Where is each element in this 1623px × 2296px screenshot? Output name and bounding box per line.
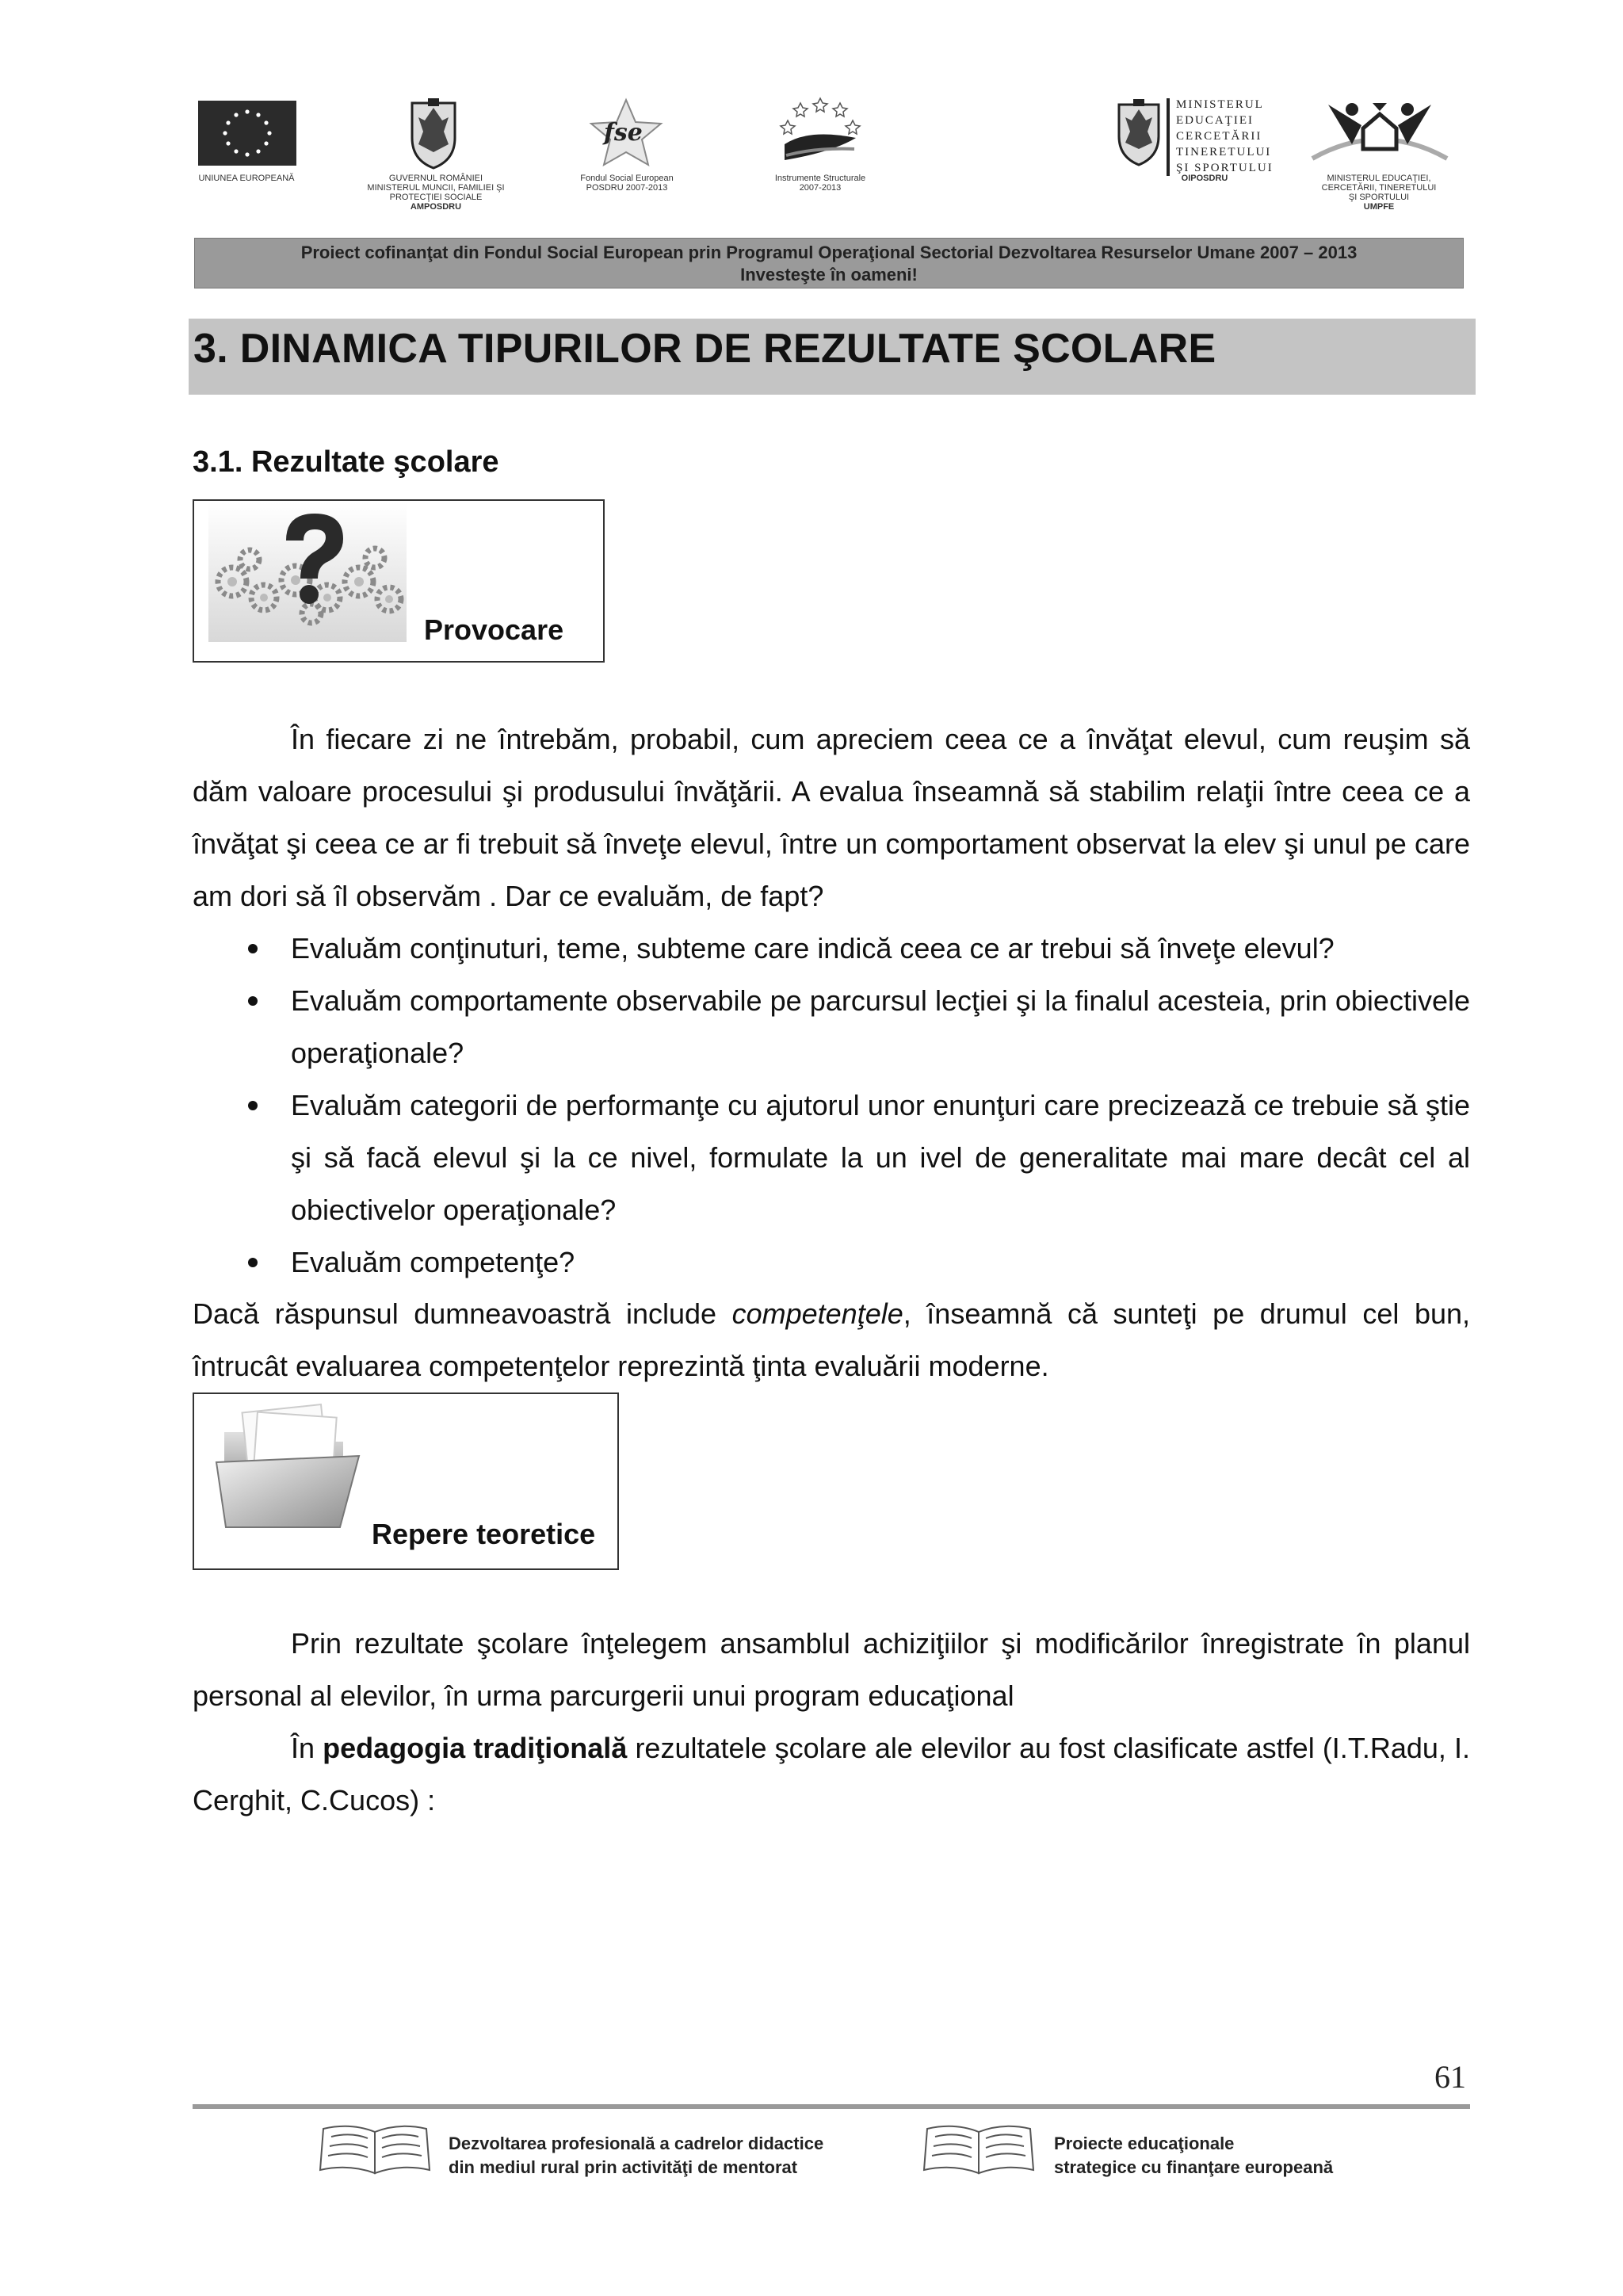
bullet-text: Evaluăm comportamente observabile pe parcursul lecţiei şi la finalul acesteia, prin obiectivele operaţionale?	[291, 984, 1470, 1069]
footer-left-line-2: din mediul rural prin activităţi de mentorat	[449, 2157, 798, 2177]
traditional-pedagogy-paragraph	[193, 1722, 1470, 1827]
list-item	[193, 975, 1470, 1079]
umpfe-logo-icon	[1304, 97, 1455, 165]
question-bullet-list	[193, 923, 1470, 1289]
p4-bold-term: pedagogia tradiţională	[323, 1732, 628, 1764]
bullet-icon	[248, 1258, 258, 1267]
romania-crest-icon	[407, 97, 460, 170]
definition-paragraph: Prin rezultate şcolare înţelegem ansamblul achiziţiilor şi modificărilor înregistrate în planul personal al elevilor, în urma parcurgerii unui program educaţional	[193, 1627, 1470, 1712]
question-gears-icon	[208, 502, 407, 642]
banner-line-1: Proiect cofinanţat din Fondul Social European prin Programul Operaţional Sectorial Dezvoltarea Resurselor Umane 2007 – 2013	[300, 243, 1358, 262]
ministry-crest-icon	[1116, 98, 1162, 166]
ministry-line-3: CERCETĂRII	[1176, 130, 1262, 143]
footer-left-line-1: Dezvoltarea profesională a cadrelor didactice	[449, 2134, 824, 2153]
p2-text-after: , înseamnă că sunteţi pe drumul cel bun, întrucât evaluarea competenţelor reprezintă ţinta evaluării moderne.	[193, 1297, 1471, 1382]
bullet-icon	[248, 944, 258, 953]
structural-caption	[757, 174, 884, 193]
open-book-icon	[315, 2121, 434, 2178]
competences-paragraph	[193, 1288, 1470, 1392]
provocare-box	[193, 499, 605, 663]
p2-text-before: Dacă răspunsul dumneavoastră include	[193, 1297, 732, 1330]
oiposdru-caption: OIPOSDRU	[1181, 174, 1228, 183]
is-caption-line-1: Instrumente Structurale	[774, 174, 866, 183]
ministry-wordmark	[1176, 97, 1274, 176]
p4-text-before: În	[291, 1732, 323, 1764]
page-number: 61	[1434, 2059, 1466, 2095]
footer-right-line-2: strategice cu finanţare europeană	[1054, 2157, 1334, 2177]
p4-text-after: rezultatele şcolare ale elevilor au fost clasificate astfel (I.T.Radu, I. Cerghit, C.Cucos) :	[193, 1732, 1471, 1817]
umpfe-caption	[1300, 174, 1458, 212]
umpfe-caption-line-3: ŞI SPORTULUI	[1348, 193, 1410, 202]
section-title: 3.1. Rezultate şcolare	[193, 445, 499, 479]
ministry-line-5: ŞI SPORTULUI	[1176, 162, 1274, 174]
umpfe-caption-bold: UMPFE	[1363, 202, 1395, 212]
chapter-heading-bar	[189, 319, 1476, 395]
footer-left-text	[449, 2132, 823, 2179]
eu-stars-icon	[216, 107, 279, 159]
fse-caption	[561, 174, 693, 193]
eu-flag-logo	[198, 101, 296, 166]
umpfe-caption-line-1: MINISTERUL EDUCAŢIEI,	[1327, 174, 1431, 183]
list-item	[193, 923, 1470, 975]
is-caption-line-2: 2007-2013	[799, 183, 842, 193]
fse-caption-line-1: Fondul Social European	[580, 174, 674, 183]
banner-line-2: Investeşte în oameni!	[740, 265, 918, 285]
intro-paragraph: În fiecare zi ne întrebăm, probabil, cum apreciem ceea ce a învăţat elevul, cum reuşim să dăm valoare procesului şi produsului învăţării. A evalua înseamnă să stabilim relaţii între ceea ce a învăţat şi ceea ce ar fi trebuit să înveţe elevul, între un comportament observat la elev şi unul pe care am dori să îl observăm . Dar ce evaluăm, de fapt?	[193, 723, 1470, 912]
footer-right-line-1: Proiecte educaţionale	[1054, 2134, 1235, 2153]
gov-caption-bold: AMPOSDRU	[410, 202, 462, 212]
list-item	[193, 1236, 1470, 1289]
bullet-icon	[248, 1101, 258, 1110]
umpfe-caption-line-2: CERCETĂRII, TINERETULUI	[1321, 183, 1437, 193]
gov-caption-line-3: PROTECŢIEI SOCIALE	[389, 193, 483, 202]
gov-caption-line-1: GUVERNUL ROMÂNIEI	[388, 174, 483, 183]
ministry-line-1: MINISTERUL	[1176, 98, 1264, 111]
fse-caption-line-2: POSDRU 2007-2013	[586, 183, 668, 193]
fse-logo	[586, 97, 666, 168]
footer-right-text	[1054, 2132, 1333, 2179]
fse-mark-text: fse	[604, 119, 643, 147]
provocare-label: Provocare	[424, 613, 564, 646]
repere-box	[193, 1392, 619, 1570]
chapter-title: 3. DINAMICA TIPURILOR DE REZULTATE ŞCOLARE	[193, 326, 1216, 372]
footer-rule	[193, 2104, 1470, 2109]
open-book-icon	[919, 2121, 1038, 2178]
government-caption	[361, 174, 511, 212]
project-banner	[194, 238, 1464, 288]
ministry-divider	[1167, 98, 1170, 176]
folder-icon	[208, 1400, 375, 1535]
eu-caption: UNIUNEA EUROPEANĂ	[198, 174, 295, 183]
bullet-text: Evaluăm categorii de performanţe cu ajutorul unor enunţuri care precizează ce trebuie să ştie şi să facă elevul şi la ce nivel, formulate la un ivel de generalitate mai mare decât cel al obiectivelor operaţionale?	[291, 1089, 1470, 1226]
bullet-text: Evaluăm conţinuturi, teme, subteme care indică ceea ce ar trebui să înveţe elevul?	[291, 932, 1335, 965]
list-item	[193, 1079, 1470, 1236]
repere-label: Repere teoretice	[372, 1518, 596, 1550]
ministry-line-2: EDUCAŢIEI	[1176, 114, 1254, 127]
structural-instruments-icon	[777, 97, 864, 170]
bullet-icon	[248, 996, 258, 1006]
p2-italic-term: competenţele	[731, 1297, 903, 1330]
bullet-text: Evaluăm competenţe?	[291, 1246, 575, 1278]
ministry-line-4: TINERETULUI	[1176, 146, 1272, 159]
gov-caption-line-2: MINISTERUL MUNCII, FAMILIEI ŞI	[367, 183, 505, 193]
